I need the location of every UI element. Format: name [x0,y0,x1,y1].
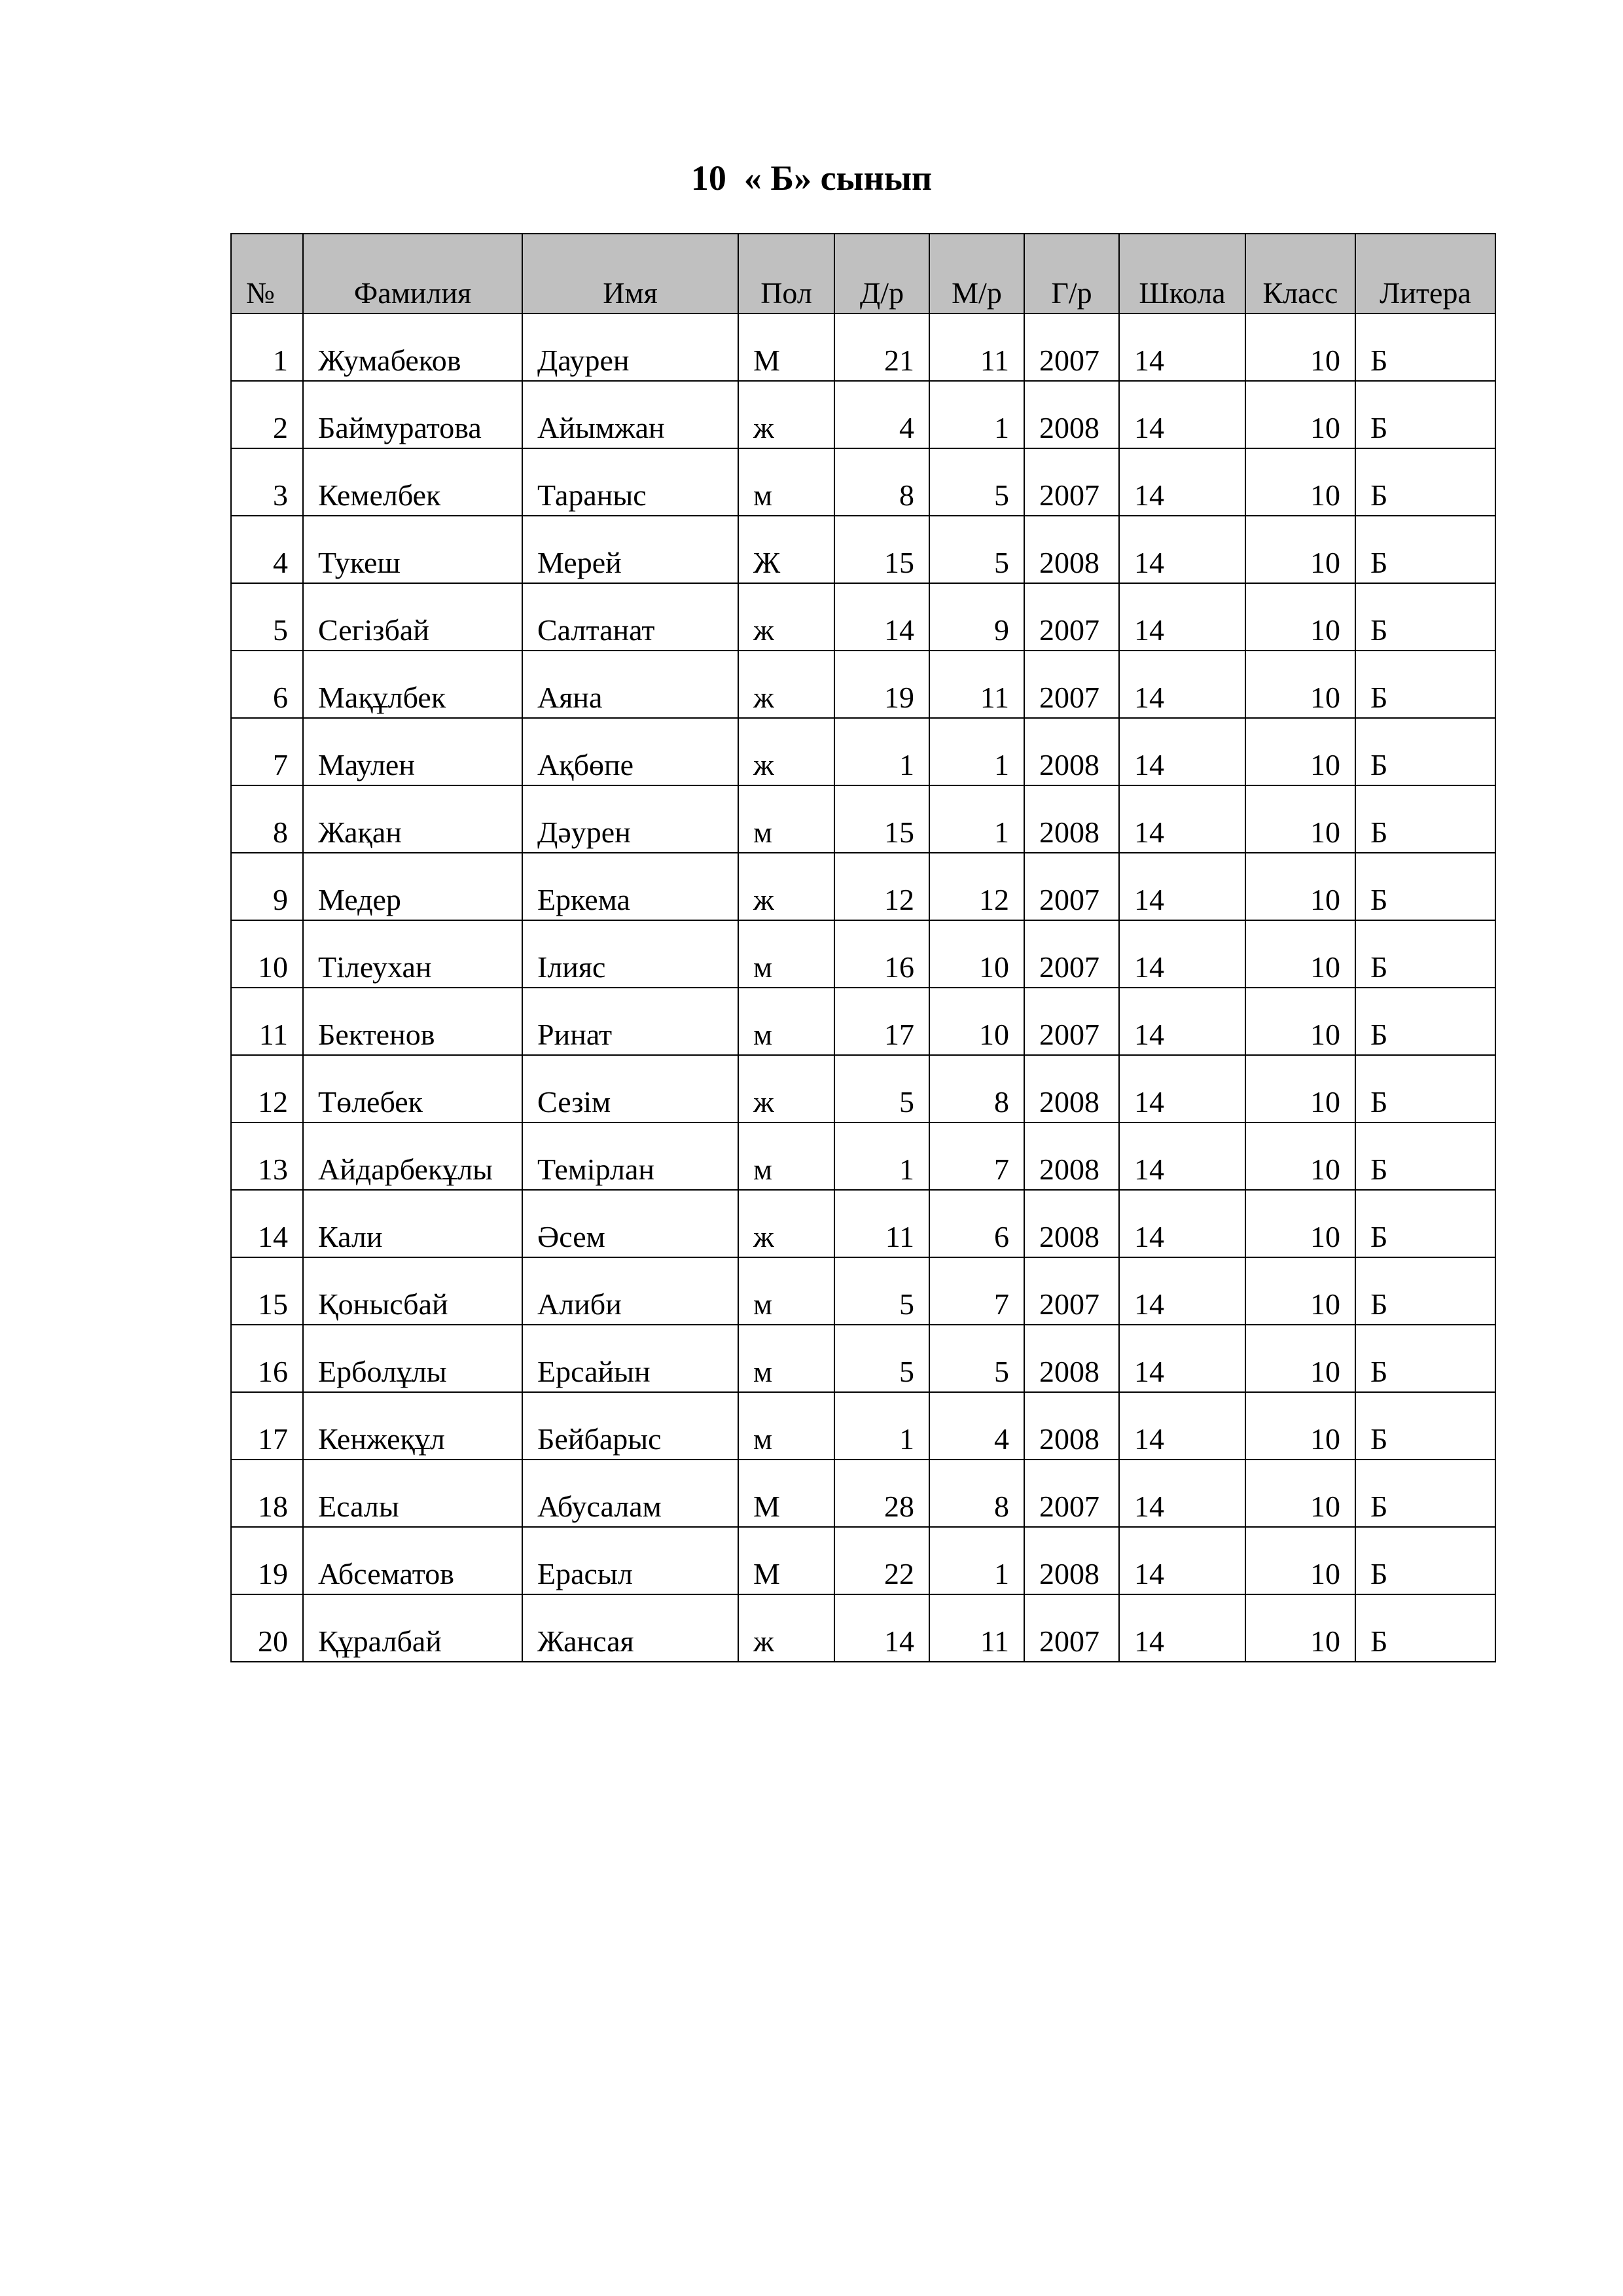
cell-number: 9 [231,853,303,920]
cell-name: Тараныс [522,448,738,516]
cell-surname: Тукеш [303,516,522,583]
cell-birth-day: 1 [834,718,929,785]
cell-class: 10 [1245,1055,1355,1122]
cell-number: 17 [231,1392,303,1460]
cell-school: 14 [1119,1460,1245,1527]
cell-school: 14 [1119,1190,1245,1257]
cell-letter: Б [1355,1055,1495,1122]
cell-number: 6 [231,651,303,718]
cell-name: Еркема [522,853,738,920]
cell-school: 14 [1119,853,1245,920]
cell-name: Дәурен [522,785,738,853]
cell-birth-month: 5 [929,1325,1024,1392]
cell-birth-month: 7 [929,1122,1024,1190]
cell-letter: Б [1355,516,1495,583]
table-row [231,314,1495,381]
cell-birth-year: 2008 [1024,1055,1119,1122]
cell-birth-year: 2007 [1024,1594,1119,1662]
cell-number: 13 [231,1122,303,1190]
cell-surname: Қонысбай [303,1257,522,1325]
cell-school: 14 [1119,988,1245,1055]
cell-name: Аяна [522,651,738,718]
cell-letter: Б [1355,583,1495,651]
cell-name: Ерсайын [522,1325,738,1392]
cell-birth-day: 11 [834,1190,929,1257]
cell-gender: ж [738,381,834,448]
table-row [231,516,1495,583]
page-title: 10 « Б» сынып [690,158,933,198]
cell-number: 5 [231,583,303,651]
cell-class: 10 [1245,1190,1355,1257]
cell-birth-year: 2008 [1024,1190,1119,1257]
cell-name: Жансая [522,1594,738,1662]
cell-number: 1 [231,314,303,381]
cell-name: Ерасыл [522,1527,738,1594]
cell-birth-day: 12 [834,853,929,920]
cell-letter: Б [1355,1460,1495,1527]
cell-letter: Б [1355,1257,1495,1325]
cell-class: 10 [1245,1460,1355,1527]
cell-gender: м [738,1122,834,1190]
cell-surname: Жақан [303,785,522,853]
cell-name: Салтанат [522,583,738,651]
cell-birth-year: 2007 [1024,583,1119,651]
cell-gender: м [738,1257,834,1325]
cell-surname: Бектенов [303,988,522,1055]
cell-letter: Б [1355,1392,1495,1460]
cell-number: 15 [231,1257,303,1325]
cell-school: 14 [1119,583,1245,651]
table-row [231,583,1495,651]
cell-gender: ж [738,1190,834,1257]
header-cell-name: Имя [522,234,738,314]
cell-birth-year: 2007 [1024,988,1119,1055]
table-row [231,785,1495,853]
cell-gender: ж [738,651,834,718]
table-row [231,651,1495,718]
cell-birth-month: 5 [929,516,1024,583]
cell-school: 14 [1119,1122,1245,1190]
cell-letter: Б [1355,853,1495,920]
cell-birth-month: 8 [929,1460,1024,1527]
cell-name: Ілияс [522,920,738,988]
cell-class: 10 [1245,651,1355,718]
cell-gender: ж [738,853,834,920]
cell-name: Бейбарыс [522,1392,738,1460]
cell-surname: Төлебек [303,1055,522,1122]
table-row [231,1190,1495,1257]
cell-birth-day: 16 [834,920,929,988]
cell-birth-year: 2008 [1024,381,1119,448]
cell-gender: ж [738,718,834,785]
cell-gender: Ж [738,516,834,583]
header-cell-birth-day: Д/р [834,234,929,314]
cell-birth-day: 19 [834,651,929,718]
cell-number: 12 [231,1055,303,1122]
header-cell-birth-year: Г/р [1024,234,1119,314]
cell-name: Абусалам [522,1460,738,1527]
cell-class: 10 [1245,785,1355,853]
table-row [231,1392,1495,1460]
cell-number: 7 [231,718,303,785]
cell-letter: Б [1355,988,1495,1055]
cell-class: 10 [1245,1527,1355,1594]
cell-birth-month: 12 [929,853,1024,920]
cell-number: 8 [231,785,303,853]
table-row [231,920,1495,988]
cell-birth-month: 7 [929,1257,1024,1325]
cell-number: 3 [231,448,303,516]
cell-school: 14 [1119,1392,1245,1460]
table-row [231,1055,1495,1122]
table-row [231,988,1495,1055]
cell-school: 14 [1119,314,1245,381]
cell-birth-month: 6 [929,1190,1024,1257]
cell-number: 4 [231,516,303,583]
cell-birth-month: 11 [929,651,1024,718]
cell-birth-day: 4 [834,381,929,448]
cell-name: Темірлан [522,1122,738,1190]
header-cell-surname: Фамилия [303,234,522,314]
cell-surname: Кали [303,1190,522,1257]
cell-birth-year: 2008 [1024,1122,1119,1190]
cell-gender: ж [738,583,834,651]
cell-birth-day: 15 [834,785,929,853]
cell-letter: Б [1355,1190,1495,1257]
cell-class: 10 [1245,516,1355,583]
cell-school: 14 [1119,1527,1245,1594]
cell-birth-year: 2008 [1024,1527,1119,1594]
cell-birth-month: 1 [929,718,1024,785]
cell-name: Сезім [522,1055,738,1122]
cell-letter: Б [1355,1594,1495,1662]
table-row [231,1527,1495,1594]
cell-gender: М [738,1527,834,1594]
cell-gender: м [738,785,834,853]
cell-birth-month: 11 [929,314,1024,381]
cell-school: 14 [1119,718,1245,785]
cell-surname: Абсематов [303,1527,522,1594]
cell-class: 10 [1245,1257,1355,1325]
cell-letter: Б [1355,920,1495,988]
cell-birth-day: 5 [834,1257,929,1325]
cell-birth-day: 17 [834,988,929,1055]
header-cell-letter: Литера [1355,234,1495,314]
cell-surname: Тілеухан [303,920,522,988]
cell-class: 10 [1245,1392,1355,1460]
table-row [231,1460,1495,1527]
cell-class: 10 [1245,988,1355,1055]
cell-letter: Б [1355,314,1495,381]
header-cell-class: Класс [1245,234,1355,314]
cell-name: Ринат [522,988,738,1055]
cell-surname: Баймуратова [303,381,522,448]
cell-class: 10 [1245,718,1355,785]
cell-number: 20 [231,1594,303,1662]
cell-school: 14 [1119,1055,1245,1122]
table-row [231,1594,1495,1662]
cell-letter: Б [1355,718,1495,785]
table-row [231,1257,1495,1325]
cell-name: Даурен [522,314,738,381]
cell-class: 10 [1245,920,1355,988]
table-row [231,448,1495,516]
cell-school: 14 [1119,1594,1245,1662]
cell-surname: Сегізбай [303,583,522,651]
cell-birth-day: 14 [834,583,929,651]
cell-birth-month: 8 [929,1055,1024,1122]
cell-class: 10 [1245,448,1355,516]
cell-number: 14 [231,1190,303,1257]
cell-birth-month: 10 [929,920,1024,988]
table-row [231,1122,1495,1190]
cell-class: 10 [1245,314,1355,381]
cell-name: Айымжан [522,381,738,448]
header-cell-gender: Пол [738,234,834,314]
cell-birth-month: 4 [929,1392,1024,1460]
cell-gender: ж [738,1055,834,1122]
cell-surname: Кемелбек [303,448,522,516]
cell-birth-day: 1 [834,1392,929,1460]
cell-number: 19 [231,1527,303,1594]
cell-birth-day: 28 [834,1460,929,1527]
student-table [230,233,1496,1662]
cell-birth-year: 2008 [1024,1392,1119,1460]
cell-birth-month: 1 [929,785,1024,853]
cell-class: 10 [1245,381,1355,448]
cell-birth-day: 5 [834,1325,929,1392]
cell-school: 14 [1119,448,1245,516]
cell-birth-year: 2008 [1024,785,1119,853]
cell-gender: м [738,988,834,1055]
cell-surname: Медер [303,853,522,920]
cell-surname: Есалы [303,1460,522,1527]
cell-birth-year: 2007 [1024,1460,1119,1527]
header-cell-number: № [231,234,303,314]
cell-birth-year: 2007 [1024,920,1119,988]
cell-letter: Б [1355,1122,1495,1190]
cell-birth-day: 1 [834,1122,929,1190]
cell-birth-month: 1 [929,1527,1024,1594]
cell-school: 14 [1119,1257,1245,1325]
cell-class: 10 [1245,853,1355,920]
cell-birth-month: 5 [929,448,1024,516]
cell-letter: Б [1355,651,1495,718]
cell-school: 14 [1119,785,1245,853]
cell-birth-year: 2007 [1024,448,1119,516]
cell-letter: Б [1355,448,1495,516]
cell-school: 14 [1119,381,1245,448]
cell-class: 10 [1245,583,1355,651]
cell-name: Алиби [522,1257,738,1325]
cell-number: 18 [231,1460,303,1527]
cell-birth-month: 11 [929,1594,1024,1662]
cell-gender: м [738,920,834,988]
cell-surname: Маулен [303,718,522,785]
cell-number: 11 [231,988,303,1055]
cell-name: Ақбөпе [522,718,738,785]
header-cell-school: Школа [1119,234,1245,314]
cell-birth-year: 2008 [1024,718,1119,785]
cell-surname: Ерболұлы [303,1325,522,1392]
cell-number: 10 [231,920,303,988]
cell-school: 14 [1119,516,1245,583]
cell-surname: Құралбай [303,1594,522,1662]
cell-birth-day: 22 [834,1527,929,1594]
header-cell-birth-month: М/р [929,234,1024,314]
cell-letter: Б [1355,785,1495,853]
cell-gender: м [738,1392,834,1460]
cell-birth-day: 21 [834,314,929,381]
cell-birth-year: 2007 [1024,853,1119,920]
cell-number: 16 [231,1325,303,1392]
cell-birth-month: 10 [929,988,1024,1055]
cell-surname: Мақұлбек [303,651,522,718]
cell-birth-day: 5 [834,1055,929,1122]
table-row [231,718,1495,785]
cell-birth-year: 2008 [1024,1325,1119,1392]
header-row [231,234,1495,314]
cell-class: 10 [1245,1122,1355,1190]
table-row [231,381,1495,448]
cell-birth-month: 1 [929,381,1024,448]
cell-birth-year: 2007 [1024,651,1119,718]
cell-name: Мерей [522,516,738,583]
table-row [231,853,1495,920]
cell-gender: М [738,314,834,381]
cell-surname: Айдарбекұлы [303,1122,522,1190]
cell-birth-year: 2007 [1024,314,1119,381]
cell-surname: Жумабеков [303,314,522,381]
cell-letter: Б [1355,381,1495,448]
cell-birth-day: 14 [834,1594,929,1662]
cell-gender: ж [738,1594,834,1662]
cell-gender: м [738,448,834,516]
cell-gender: м [738,1325,834,1392]
cell-school: 14 [1119,920,1245,988]
cell-name: Әсем [522,1190,738,1257]
cell-school: 14 [1119,1325,1245,1392]
cell-letter: Б [1355,1527,1495,1594]
cell-letter: Б [1355,1325,1495,1392]
cell-surname: Кенжеқұл [303,1392,522,1460]
cell-birth-day: 15 [834,516,929,583]
cell-class: 10 [1245,1594,1355,1662]
cell-birth-year: 2008 [1024,516,1119,583]
cell-birth-month: 9 [929,583,1024,651]
cell-number: 2 [231,381,303,448]
cell-school: 14 [1119,651,1245,718]
cell-birth-year: 2007 [1024,1257,1119,1325]
table-row [231,1325,1495,1392]
cell-class: 10 [1245,1325,1355,1392]
cell-birth-day: 8 [834,448,929,516]
cell-gender: М [738,1460,834,1527]
